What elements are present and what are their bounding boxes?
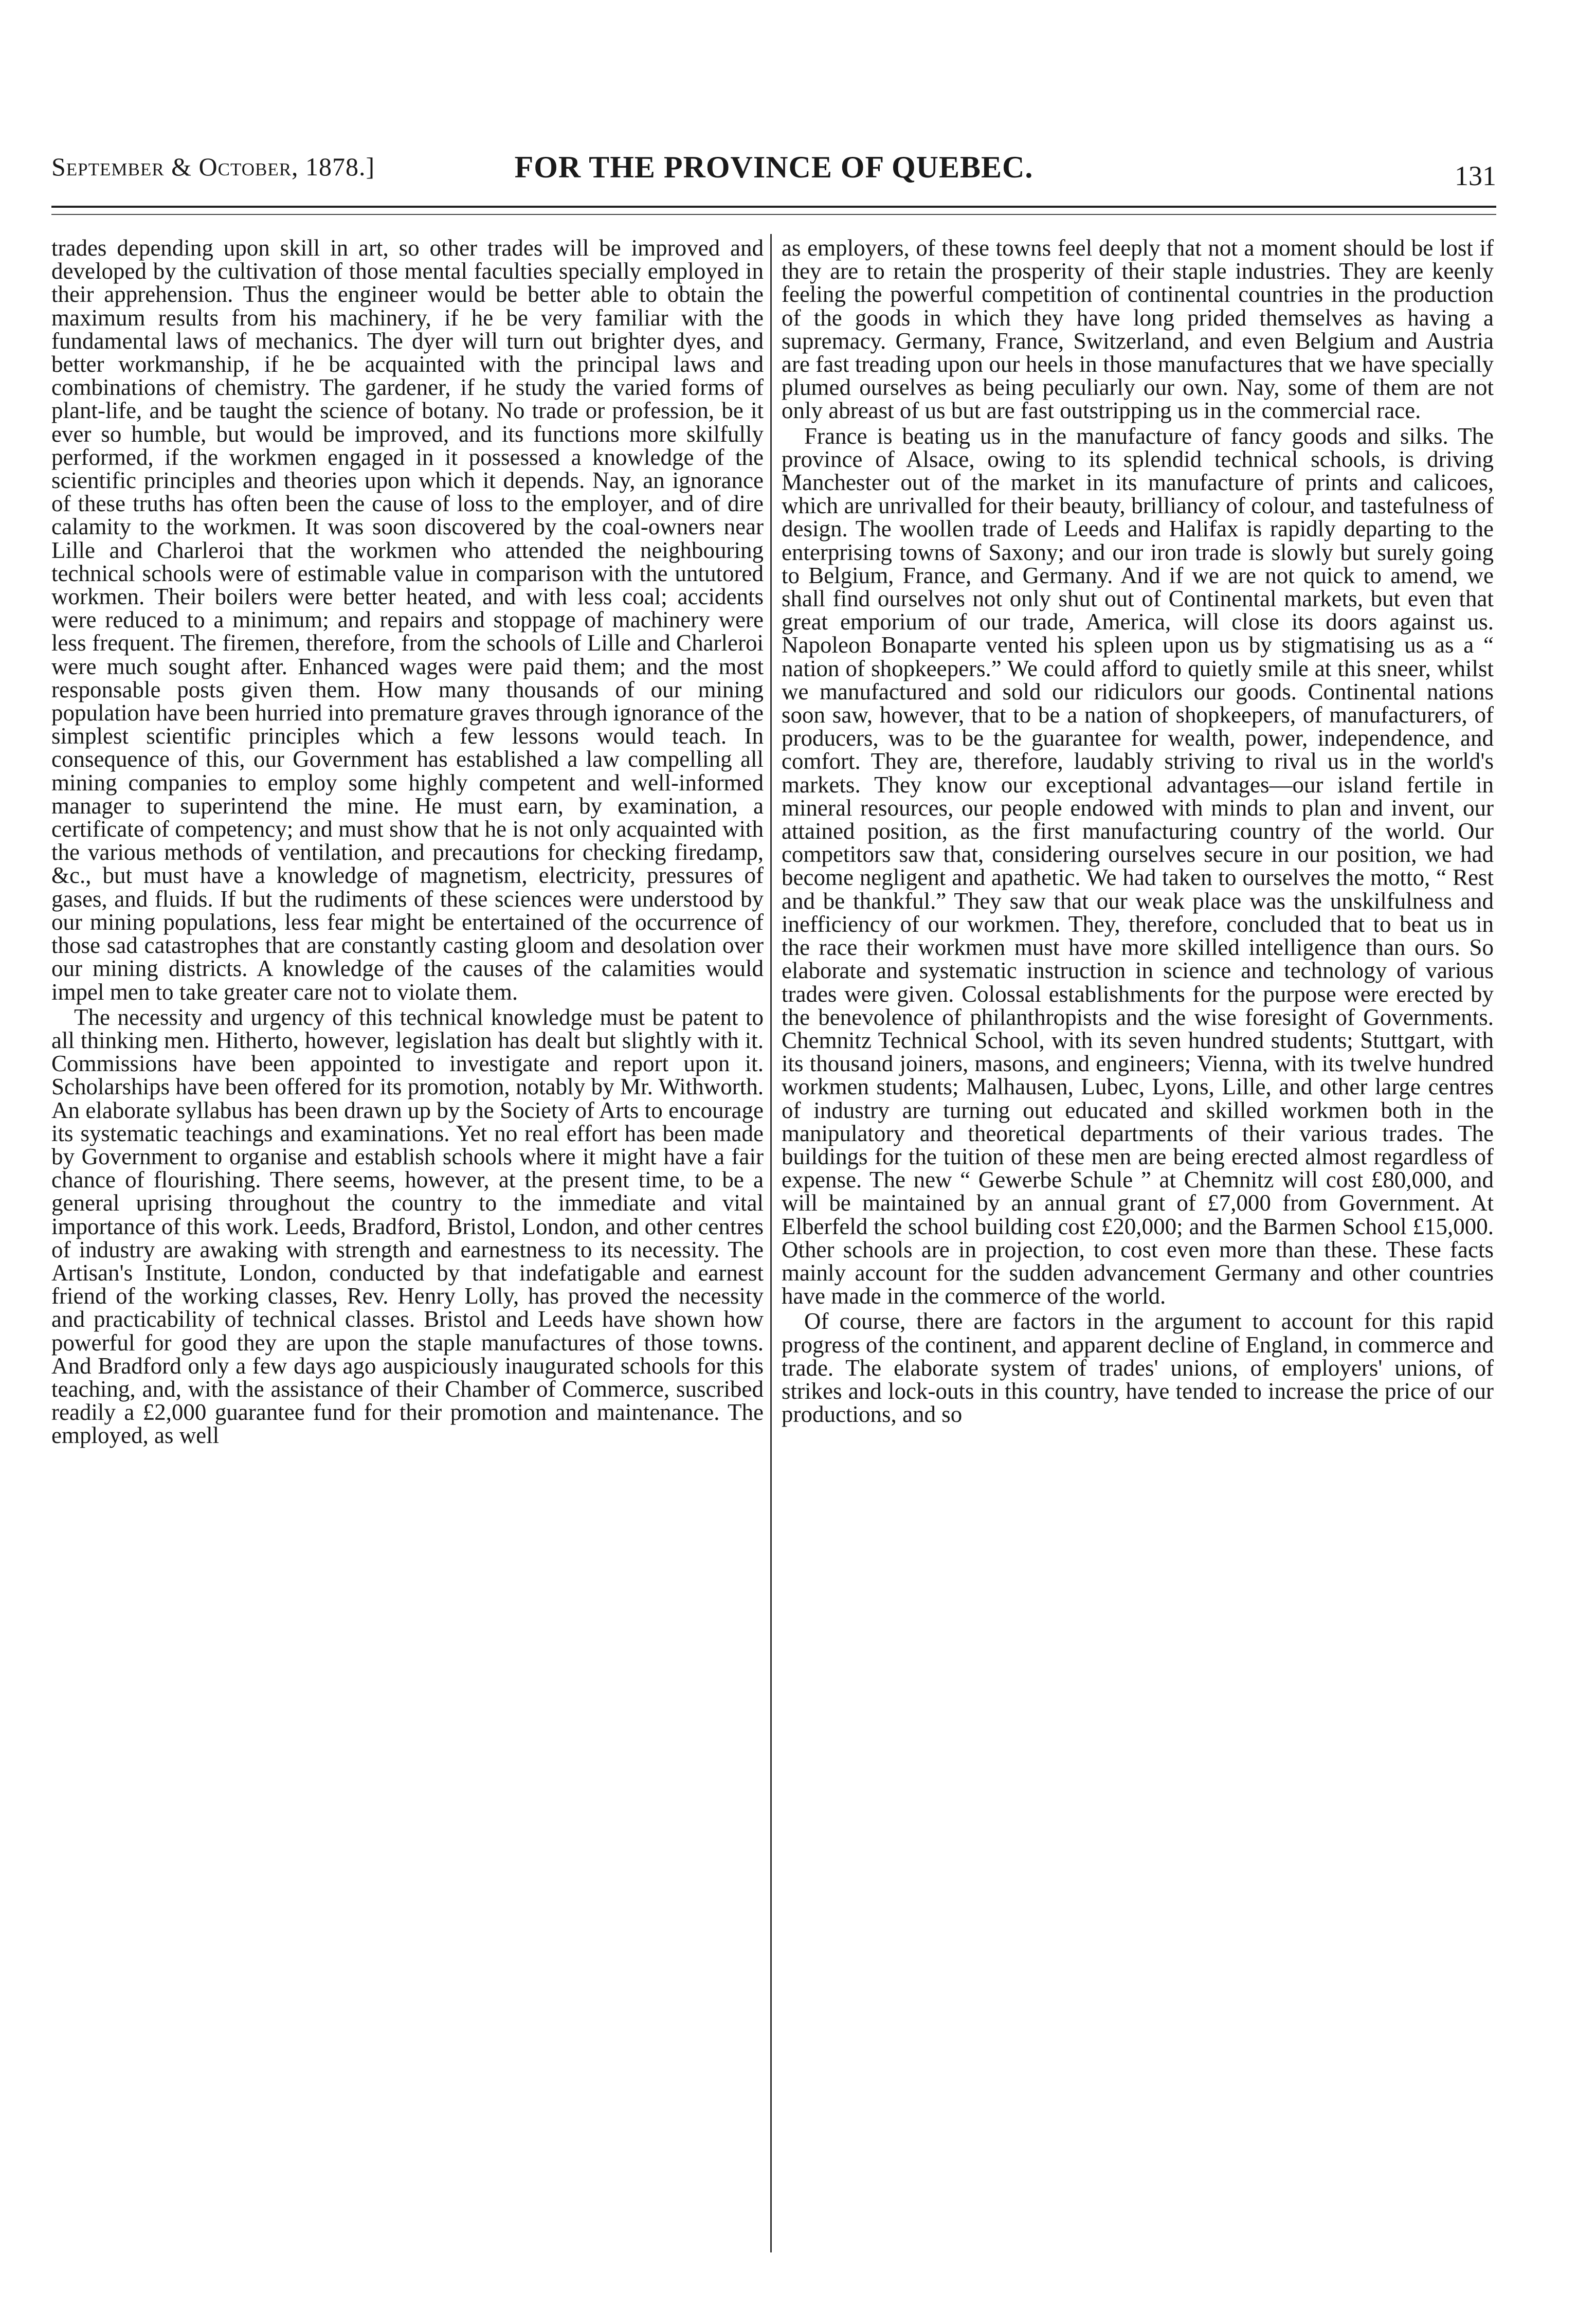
paragraph: Of course, there are factors in the argument to account for this rapid progress of the continent, and apparent decline of England, in commerce and trade. The elaborate system of trades' unions, of employers' unions, of strikes and lock-outs in this country, have tended to increase the price of our productions, and so bbox=[782, 1308, 1494, 1428]
issue-date: September & October, 1878.] bbox=[51, 152, 375, 181]
running-title: FOR THE PROVINCE OF QUEBEC. bbox=[514, 150, 1033, 184]
paragraph: France is beating us in the manufacture of fancy goods and silks. The province of Alsace, owing to its splendid technical schools, is driving Manchester out of the market in its manufacture of prints and calicoes, which are unrivalled for their beauty, brilliancy of colour, and tastefulness of design. The woollen trade of Leeds and Halifax is rapidly departing to the enterprising towns of Saxony; and our iron trade is slowly but surely going to Belgium, France, and Germany. And if we are not quick to amend, we shall find ourselves not only shut out of Continental markets, but even that great emporium of our trade, America, will close its doors against us. Napoleon Bonaparte vented his spleen upon us by stigmatising us as a “ nation of shopkeepers.” We could afford to quietly smile at this sneer, whilst we manufactured and sold our ridiculors our goods. Continental nations soon saw, however, that to be a nation of shopkeepers, of manufacturers, of producers, was to be the guarantee for wealth, power, independence, and comfort. They are, therefore, laudably striving to rival us in the world's markets. They know our exceptional advantages—our island fertile in mineral resources, our people endowed with minds to plan and invent, our attained position, as the first manufacturing country of the world. Our competitors saw that, considering ourselves secure in our position, we had become negligent and apathetic. We had taken to ourselves the motto, “ Rest and be thankful.” They saw that our weak place was the unskilfulness and inefficiency of our workmen. They, therefore, concluded that to beat us in the race their workmen must have more skilled intelligence than ours. So elaborate and systematic instruction in science and technology of various trades were given. Colossal establishments for the purpose were erected by the benevolence of philanthropists and the wise foresight of Governments. Chemnitz Technical School, with its seven hundred students; Stuttgart, with its thousand joiners, masons, and engineers; Vienna, with its twelve hundred workmen students; Malhausen, Lubec, Lyons, Lille, and other large centres of industry are turning out educated and skilled workmen both in the manipulatory and theoretical departments of their various trades. The buildings for the tuition of these men are being erected almost regardless of expense. The new “ Gewerbe Schule ” at Chemnitz will cost £80,000, and will be maintained by an annual grant of £7,000 from Government. At Elberfeld the school building cost £20,000; and the Barmen School £15,000. Other schools are in projection, to cost even more than these. These facts mainly account for the sudden advancement Germany and other countries have made in the commerce of the world. bbox=[782, 423, 1494, 1309]
header-rule-thick bbox=[51, 206, 1496, 208]
right-column bbox=[782, 237, 1494, 2247]
header-rule-thin bbox=[51, 214, 1496, 215]
paragraph: trades depending upon skill in art, so other trades will be improved and developed by the cultivation of those mental faculties specially employed in their apprehension. Thus the engineer would be better able to obtain the maximum results from his machinery, if he be very familiar with the fundamental laws of mechanics. The dyer will turn out brighter dyes, and better workmanship, if he be acquainted with the principal laws and combinations of chemistry. The gardener, if he study the varied forms of plant-life, and be taught the science of botany. No trade or profession, be it ever so humble, but would be improved, and its functions more skilfully performed, if the workmen engaged in it possessed a knowledge of the scientific principles and theories upon which it depends. Nay, an ignorance of these truths has often been the cause of loss to the employer, and of dire calamity to the workmen. It was soon discovered by the coal-owners near Lille and Charleroi that the workmen who attended the neighbouring technical schools were of estimable value in comparison with the untutored workmen. Their boilers were better heated, and with less coal; accidents were reduced to a minimum; and repairs and stoppage of machinery were less frequent. The firemen, therefore, from the schools of Lille and Charleroi were much sought after. Enhanced wages were paid them; and the most responsable posts given them. How many thousands of our mining population have been hurried into premature graves through ignorance of the simplest scientific principles which a few lessons would teach. In consequence of this, our Government has established a law compelling all mining companies to employ some highly competent and well-informed manager to superintend the mine. He must earn, by examination, a certificate of competency; and must show that he is not only acquainted with the various methods of ventilation, and precautions for checking firedamp, &c., but must have a knowledge of magnetism, electricity, pressures of gases, and fluids. If but the rudiments of these sciences were understood by our mining populations, less fear might be entertained of the occurrence of those sad catastrophes that are constantly casting gloom and desolation over our mining districts. A knowledge of the causes of the calamities would impel men to take greater care not to violate them. bbox=[51, 237, 764, 1005]
left-column bbox=[51, 237, 764, 2247]
paragraph: The necessity and urgency of this technical knowledge must be patent to all thinking men. Hitherto, however, legislation has dealt but slightly with it. Commissions have been appointed to investigate and report upon it. Scholarships have been offered for its promotion, notably by Mr. Withworth. An elaborate syllabus has been drawn up by the Society of Arts to encourage its systematic teachings and examinations. Yet no real effort has been made by Government to organise and establish schools where it might have a fair chance of flourishing. There seems, however, at the present time, to be a general uprising throughout the country to the immediate and vital importance of this work. Leeds, Bradford, Bristol, London, and other centres of industry are awaking with strength and earnestness to its necessity. The Artisan's Institute, London, conducted by that indefatigable and earnest friend of the working classes, Rev. Henry Lolly, has proved the necessity and practicability of technical classes. Bristol and Leeds have shown how powerful for good they are upon the staple manufactures of those towns. And Bradford only a few days ago auspiciously inaugurated schools for this teaching, and, with the assistance of their Chamber of Commerce, suscribed readily a £2,000 guarantee fund for their promotion and maintenance. The employed, as well bbox=[51, 1004, 764, 1449]
page-number: 131 bbox=[1455, 160, 1496, 191]
column-divider bbox=[770, 234, 772, 2252]
running-header bbox=[51, 147, 1496, 203]
paragraph: as employers, of these towns feel deeply that not a moment should be lost if they are to retain the prosperity of their staple industries. They are keenly feeling the powerful competition of continental countries in the production of the goods in which they have long prided themselves as having a supremacy. Germany, France, Switzerland, and even Belgium and Austria are fast treading upon our heels in those manufactures that we have specially plumed ourselves as being peculiarly our own. Nay, some of them are not only abreast of us but are fast outstripping us in the commercial race. bbox=[782, 237, 1494, 424]
